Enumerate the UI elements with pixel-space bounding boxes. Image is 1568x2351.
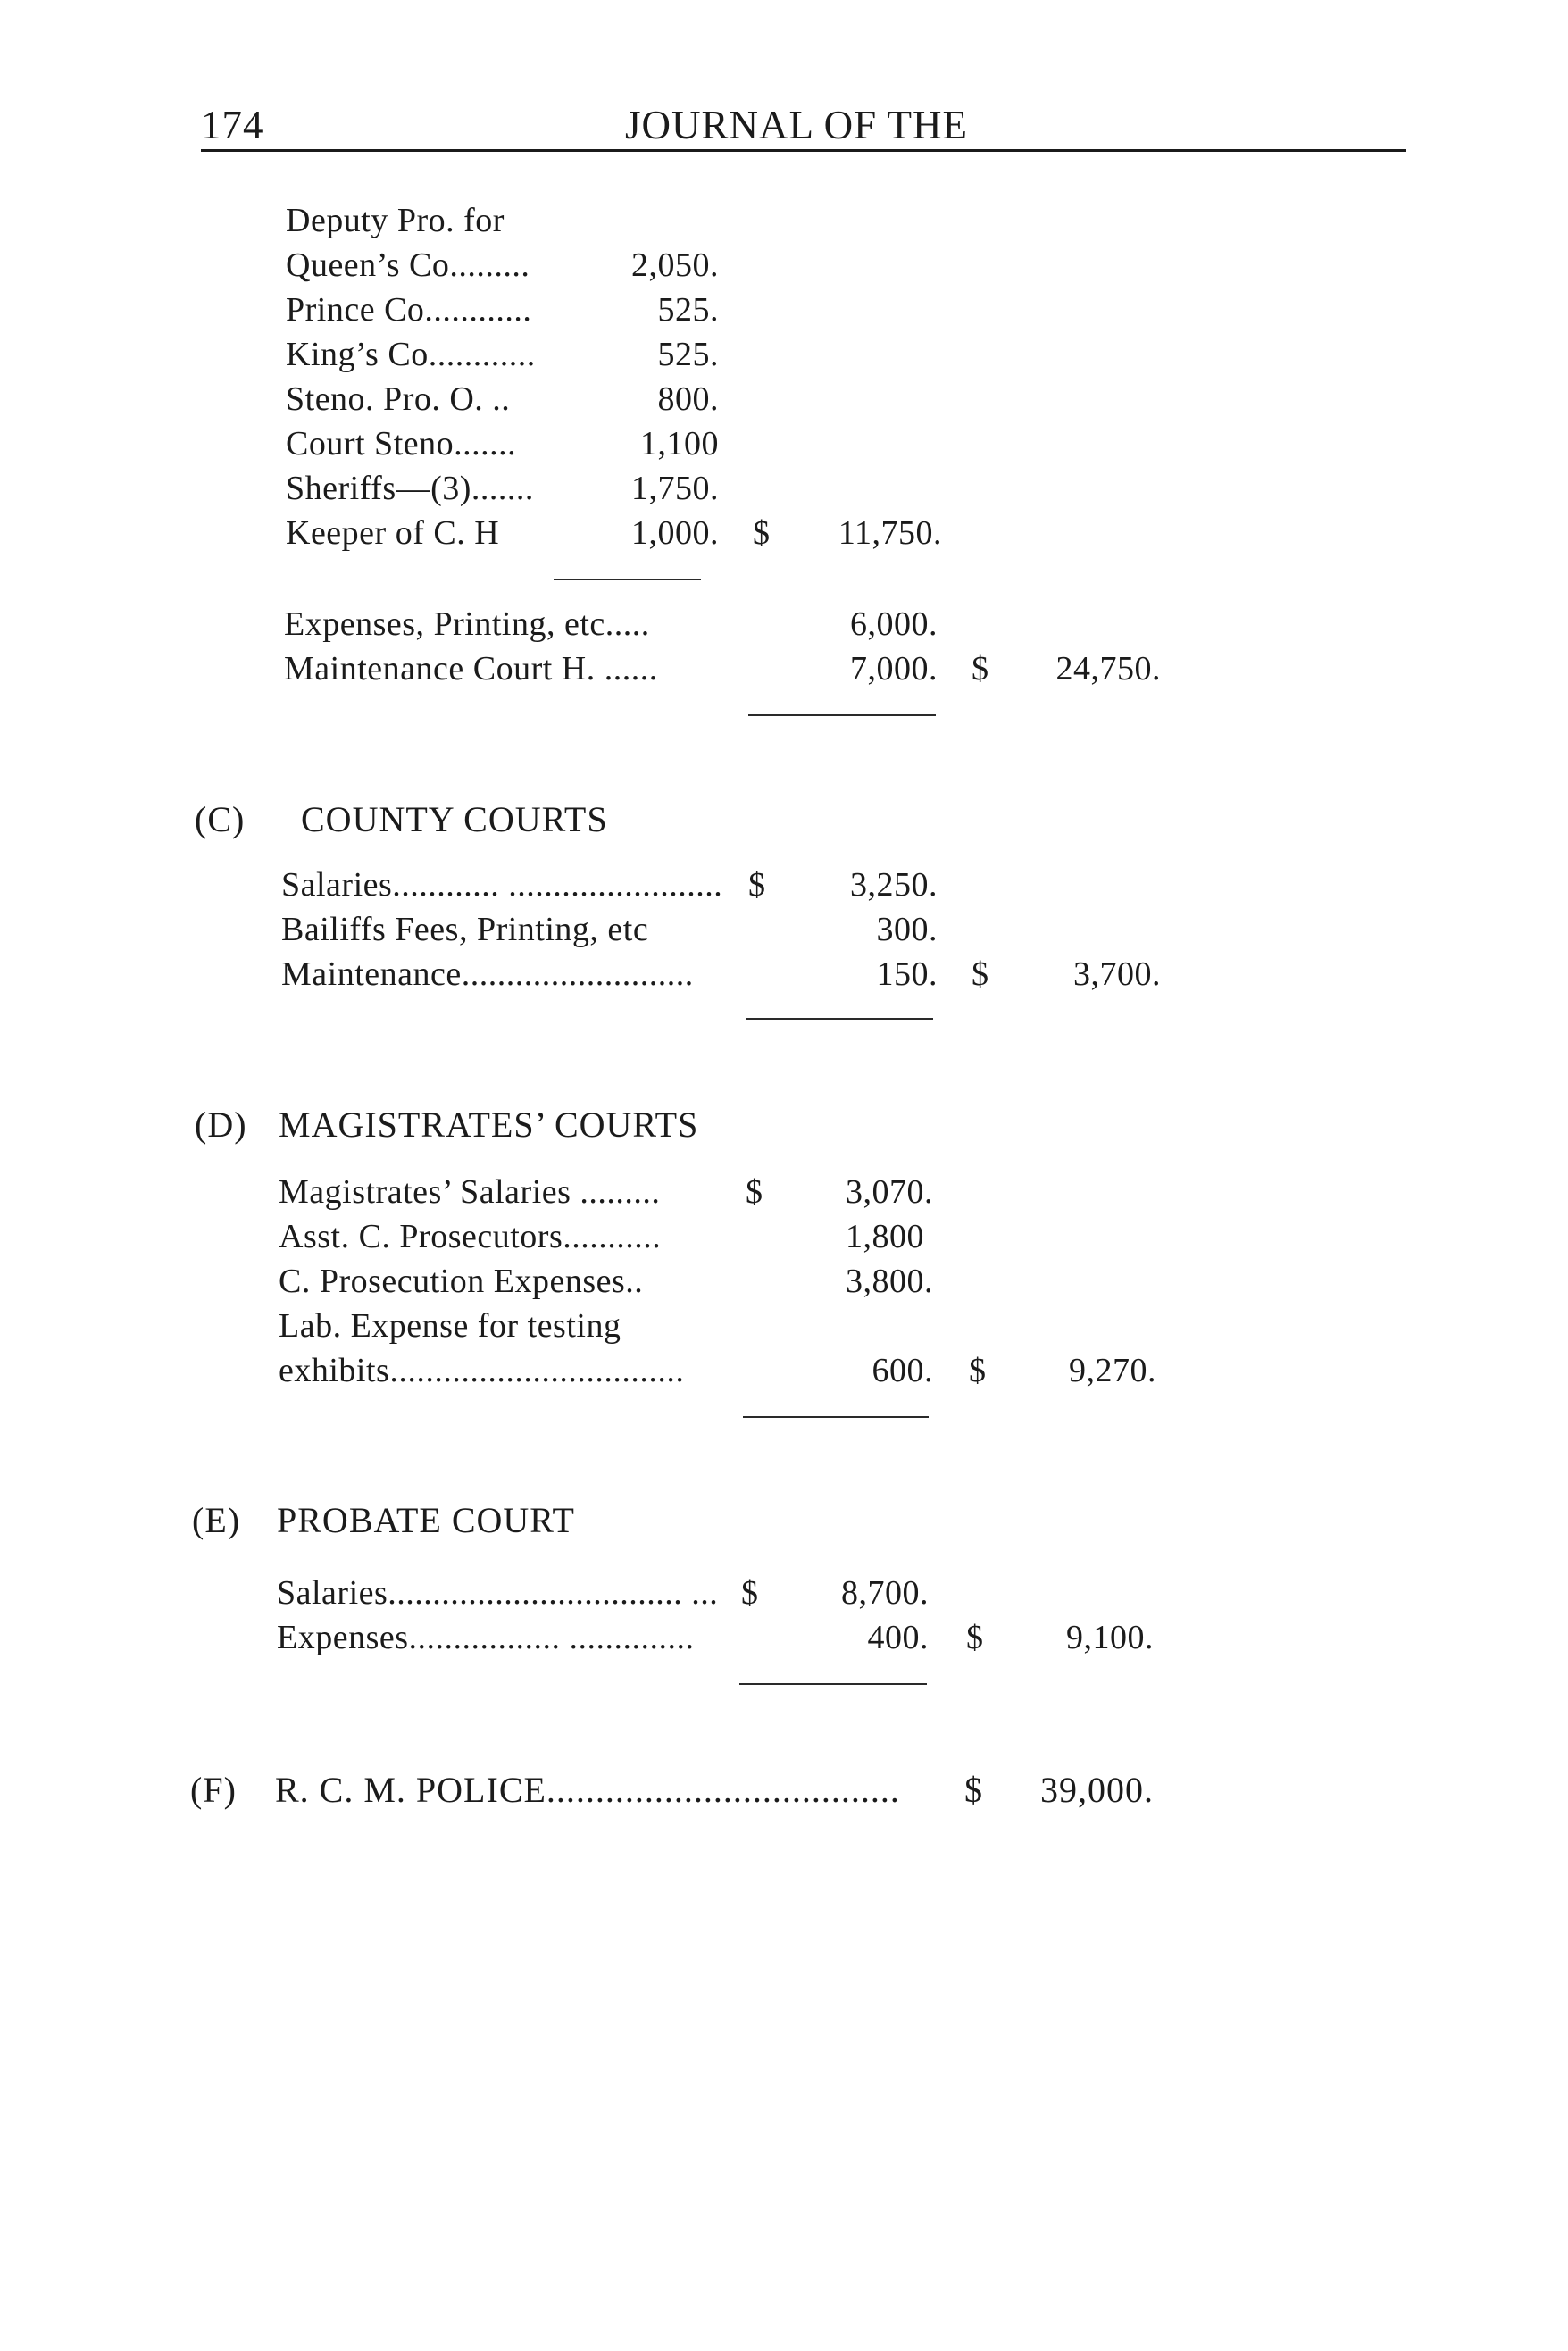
currency-symbol: $: [972, 650, 989, 688]
line-item-label: Keeper of C. H: [286, 514, 500, 552]
line-item-label: King’s Co............: [286, 336, 536, 373]
line-item-label: Salaries............ ........................: [281, 866, 723, 904]
currency-symbol: $: [969, 1352, 987, 1389]
section-letter: (F): [190, 1770, 237, 1810]
line-item-label: Steno. Pro. O. ..: [286, 380, 511, 418]
line-item-label: Prince Co............: [286, 291, 532, 329]
line-item-label: Maintenance Court H. ......: [284, 650, 658, 688]
line-item-amount: 525.: [657, 291, 719, 329]
line-item-amount: 3,250.: [850, 866, 938, 904]
section-title: MAGISTRATES’ COURTS: [279, 1105, 699, 1145]
line-item-label: Bailiffs Fees, Printing, etc: [281, 911, 649, 948]
line-item-label: Asst. C. Prosecutors...........: [279, 1218, 662, 1255]
currency-symbol: $: [748, 866, 766, 904]
rule: [743, 1416, 929, 1418]
line-item-label: Expenses, Printing, etc.....: [284, 605, 650, 643]
line-item-amount: 1,100: [640, 425, 719, 463]
page-number: 174: [201, 103, 264, 147]
header-rule: [201, 149, 1406, 152]
currency-symbol: $: [741, 1574, 759, 1612]
section-total: 39,000.: [1040, 1770, 1154, 1810]
section-letter: (C): [195, 799, 246, 839]
line-item-label: Court Steno.......: [286, 425, 517, 463]
section-letter: (D): [195, 1105, 247, 1145]
line-item-amount: 150.: [876, 955, 938, 993]
line-item-label: Queen’s Co.........: [286, 246, 530, 284]
line-item-amount: 2,050.: [631, 246, 719, 284]
currency-symbol: $: [746, 1173, 763, 1211]
line-item-amount: 3,800.: [846, 1263, 933, 1300]
line-item-amount: 8,700.: [841, 1574, 929, 1612]
line-item-label: Deputy Pro. for: [286, 202, 505, 239]
currency-symbol: $: [753, 514, 771, 552]
section-title: R. C. M. POLICE....................................: [275, 1770, 900, 1810]
line-item-amount: 1,800: [846, 1218, 924, 1255]
line-item-amount: 1,000.: [631, 514, 719, 552]
section-total: 24,750.: [1055, 650, 1161, 688]
currency-symbol: $: [964, 1770, 983, 1810]
currency-symbol: $: [972, 955, 989, 993]
line-item-amount: 3,070.: [846, 1173, 933, 1211]
section-letter: (E): [192, 1500, 241, 1540]
line-item-label: C. Prosecution Expenses..: [279, 1263, 644, 1300]
section-total: 9,270.: [1069, 1352, 1156, 1389]
line-item-amount: 600.: [872, 1352, 933, 1389]
section-title: COUNTY COURTS: [301, 799, 608, 839]
rule: [739, 1683, 927, 1685]
line-item-amount: 800.: [657, 380, 719, 418]
line-item-amount: 525.: [657, 336, 719, 373]
rule: [746, 1018, 933, 1020]
section-total: 3,700.: [1073, 955, 1161, 993]
line-item-amount: 7,000.: [850, 650, 938, 688]
line-item-label: Magistrates’ Salaries .........: [279, 1173, 661, 1211]
line-item-amount: 400.: [867, 1619, 929, 1656]
line-item-label: Maintenance..........................: [281, 955, 694, 993]
section-title: PROBATE COURT: [277, 1500, 575, 1540]
line-item-amount: 1,750.: [631, 470, 719, 507]
line-item-label: Lab. Expense for testing: [279, 1307, 621, 1345]
line-item-label: Expenses................. ..............: [277, 1619, 695, 1656]
rule: [554, 579, 701, 580]
subtotal-amount: 11,750.: [838, 514, 942, 552]
line-item-amount: 300.: [876, 911, 938, 948]
line-item-label: Sheriffs—(3).......: [286, 470, 534, 507]
running-title: JOURNAL OF THE: [625, 103, 969, 147]
section-total: 9,100.: [1066, 1619, 1154, 1656]
line-item-label: exhibits.................................: [279, 1352, 685, 1389]
line-item-label: Salaries................................. ...: [277, 1574, 719, 1612]
rule: [748, 714, 936, 716]
line-item-amount: 6,000.: [850, 605, 938, 643]
currency-symbol: $: [966, 1619, 984, 1656]
